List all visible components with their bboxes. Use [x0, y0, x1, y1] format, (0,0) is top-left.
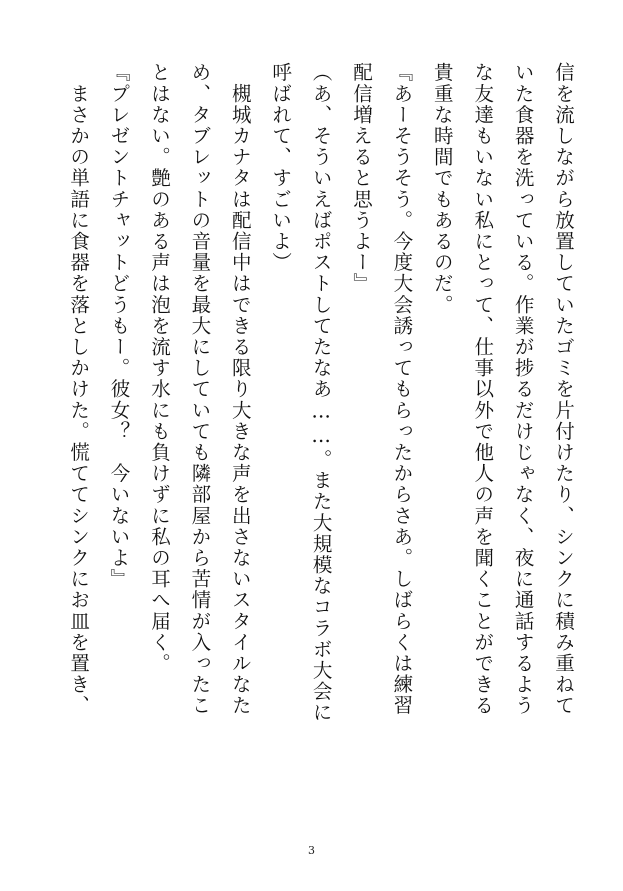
- text-line: め、タブレットの音量を最大にしていても隣部屋から苦情が入ったこ: [188, 62, 212, 717]
- text-line: 槻城カナタは配信中はできる限り大きな声を出さないスタイルなた: [228, 62, 252, 717]
- text-line: とはない。艶のある声は泡を流す水にも負けずに私の耳へ届く。: [147, 62, 171, 674]
- text-line: 配信増えると思うよー』: [349, 62, 373, 295]
- text-line: まさかの単語に食器を落としかけた。慌ててシンクにお皿を置き、: [67, 62, 91, 717]
- text-line: な友達もいない私にとって、仕事以外で他人の声を聞くことができる: [471, 62, 495, 717]
- page-number: 3: [308, 844, 315, 857]
- text-line: 呼ばれて、すごいよ）: [269, 62, 293, 273]
- text-line: 貴重な時間でもあるのだ。: [430, 62, 454, 316]
- text-line: 信を流しながら放置していたゴミを片付けたり、シンクに積み重ねて: [552, 62, 575, 717]
- text-line: 『プレゼントチャットどうもー。彼女？ 今いないよ』: [107, 62, 131, 590]
- vertical-text-body: [58, 62, 583, 822]
- text-line: いた食器を洗っている。作業が捗るだけじゃなく、夜に通話するよう: [511, 62, 535, 717]
- text-line: （あ、そういえばポストしてたなあ……。また大規模なコラボ大会に: [309, 62, 333, 724]
- text-line: 『あーそうそう。今度大会誘ってもらったからさあ。しばらくは練習: [390, 62, 414, 717]
